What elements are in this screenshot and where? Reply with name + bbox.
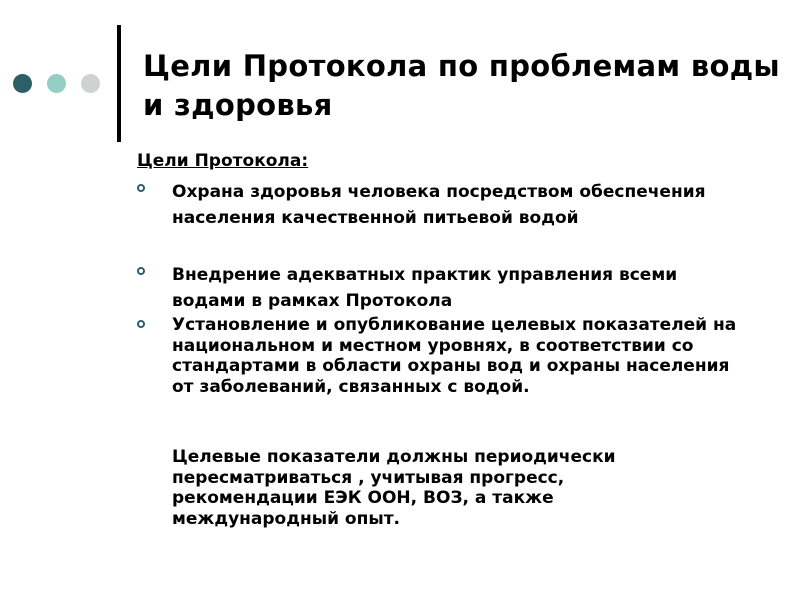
slide-title: Цели Протокола по проблемам воды и здоровья	[143, 49, 780, 122]
bullet-text: Внедрение адекватных практик управления всеми водами в рамках Протокола	[172, 265, 678, 311]
bullet-ring-icon	[137, 267, 145, 275]
title-divider-line	[117, 25, 121, 142]
bullet-text: Охрана здоровья человека посредством обеспечения населения качественной питьевой водой	[172, 182, 706, 228]
bullet-ring-icon	[137, 184, 145, 192]
dot-grey	[81, 74, 100, 93]
dot-dark-teal	[13, 74, 32, 93]
dot-light-teal	[47, 74, 66, 93]
bullet-text: Установление и опубликование целевых показателей на национальном и местном уровнях, в соответствии со стандартами в области охраны вод и охраны населения от заболеваний, связанных с водой.	[172, 315, 737, 397]
note-paragraph: Целевые показатели должны периодически пересматриваться , учитывая прогресс, рекомендации ЕЭК ООН, ВОЗ, а также международный опыт.	[172, 447, 616, 529]
section-subtitle: Цели Протокола:	[137, 151, 309, 171]
bullet-ring-icon	[137, 320, 145, 328]
